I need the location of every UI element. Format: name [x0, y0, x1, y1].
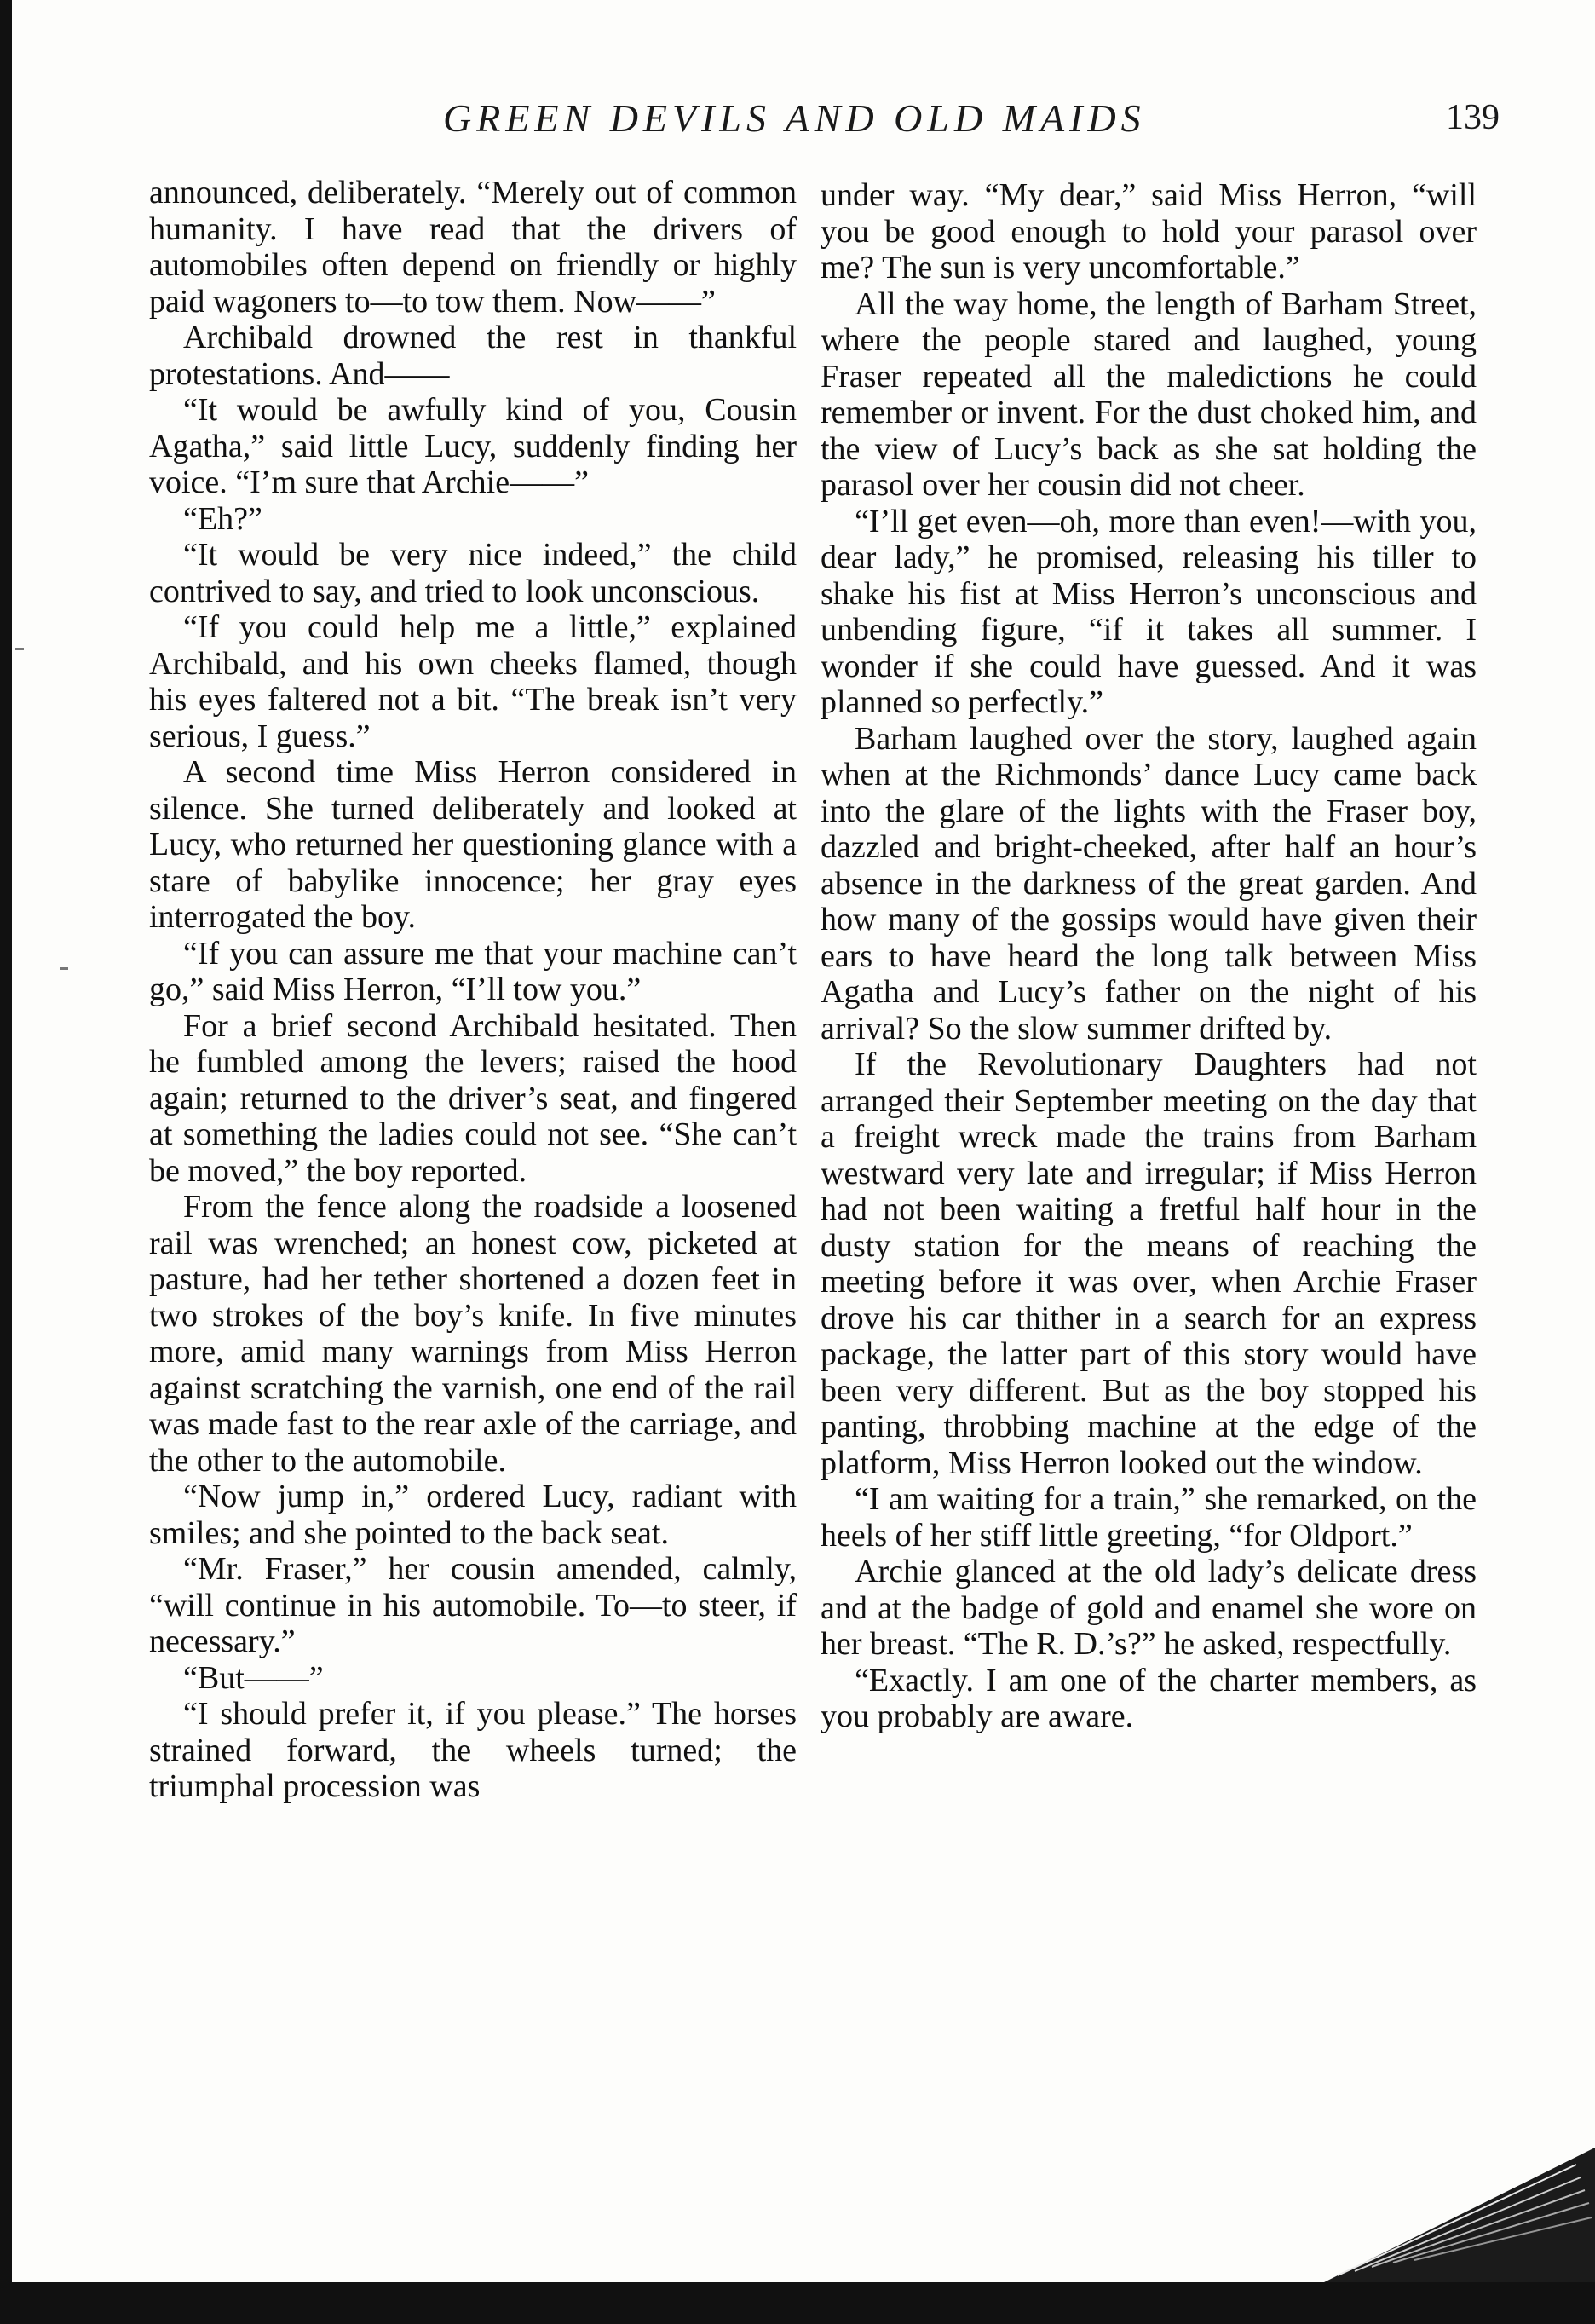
page-header	[153, 95, 1500, 164]
paragraph: “It would be awfully kind of you, Cousin Agatha,” said little Lucy, suddenly finding her voice. “I’m sure that Archie——”	[149, 392, 797, 500]
paragraph: “I am waiting for a train,” she remarked, on the heels of her stiff little greeting, “for Oldport.”	[821, 1481, 1477, 1554]
paragraph: “Exactly. I am one of the charter members, as you probably are aware.	[821, 1662, 1477, 1734]
paragraph: “It would be very nice indeed,” the child contrived to say, and tried to look unconscious.	[149, 537, 797, 609]
right-text-column	[821, 177, 1477, 1735]
paragraph: under way. “My dear,” said Miss Herron, “will you be good enough to hold your parasol over me? The sun is very uncomfortable.”	[821, 177, 1477, 285]
scan-speck	[15, 648, 24, 650]
scan-bottom-shadow	[0, 2282, 1595, 2324]
paragraph: “Mr. Fraser,” her cousin amended, calmly, “will continue in his automobile. To—to steer, if necessary.”	[149, 1551, 797, 1659]
paragraph: “But——”	[183, 1659, 324, 1696]
page-number: 139	[1446, 98, 1500, 137]
page-curl-corner	[1321, 2148, 1595, 2284]
paragraph: “Eh?”	[183, 500, 262, 537]
scan-left-shadow	[0, 0, 12, 2324]
paragraph: A second time Miss Herron considered in silence. She turned deliberately and looked at Lucy, who returned her questioning glance with a stare of babylike innocence; her gray eyes interrogated the boy.	[149, 754, 797, 935]
paragraph: “I should prefer it, if you please.” The horses strained forward, the wheels turned; the triumphal procession was	[149, 1696, 797, 1804]
paragraph: If the Revolutionary Daughters had not arranged their September meeting on the day that a freight wreck made the trains from Barham westward very late and irregular; if Miss Herron had not been waiting a fretful half hour in the dusty station for the means of reaching the meeting before it was over, when Archie Fraser drove his car thither in a search for an express package, the latter part of this story would have been very different. But as the boy stopped his panting, throbbing machine at the edge of the platform, Miss Herron looked out the window.	[821, 1047, 1477, 1481]
paragraph: “If you can assure me that your machine can’t go,” said Miss Herron, “I’ll tow you.”	[149, 935, 797, 1007]
paragraph: From the fence along the roadside a loosened rail was wrenched; an honest cow, picketed at pasture, had her tether shortened a dozen feet in two strokes of the boy’s knife. In five minutes more, amid many warnings from Miss Herron against scratching the varnish, one end of the rail was made fast to the rear axle of the carriage, and the other to the automobile.	[149, 1189, 797, 1479]
paragraph: For a brief second Archibald hesitated. Then he fumbled among the levers; raised the hood again; returned to the driver’s seat, and fingered at something the ladies could not see. “She can’t be moved,” the boy reported.	[149, 1007, 797, 1189]
running-title: GREEN DEVILS AND OLD MAIDS	[443, 96, 1146, 140]
paragraph: Barham laughed over the story, laughed again when at the Richmonds’ dance Lucy came back into the glare of the lights with the Fraser boy, dazzled and bright-cheeked, after half an hour’s absence in the darkness of the great garden. And how many of the gossips would have given their ears to have heard the long talk between Miss Agatha and Lucy’s father on the night of his arrival? So the slow summer drifted by.	[821, 720, 1477, 1047]
paragraph: “If you could help me a little,” explained Archibald, and his own cheeks flamed, though his eyes faltered not a bit. “The break isn’t very serious, I guess.”	[149, 609, 797, 754]
left-text-column	[149, 175, 797, 1805]
paragraph: announced, deliberately. “Merely out of common humanity. I have read that the drivers of automobiles often depend on friendly or highly paid wagoners to—to tow them. Now——”	[149, 175, 797, 320]
paragraph: Archie glanced at the old lady’s delicate dress and at the badge of gold and enamel she wore on her breast. “The R. D.’s?” he asked, respectfully.	[821, 1554, 1477, 1662]
paragraph: All the way home, the length of Barham Street, where the people stared and laughed, young Fraser repeated all the maledictions he could remember or invent. For the dust choked him, and the view of Lucy’s back as she sat holding the parasol over her cousin did not cheer.	[821, 285, 1477, 503]
paragraph: “Now jump in,” ordered Lucy, radiant with smiles; and she pointed to the back seat.	[149, 1479, 797, 1551]
scan-speck	[60, 967, 68, 970]
paragraph: “I’ll get even—oh, more than even!—with you, dear lady,” he promised, releasing his tiller to shake his fist at Miss Herron’s unconscious and unbending figure, “if it takes all summer. I wonder if she could have guessed. And it was planned so perfectly.”	[821, 503, 1477, 720]
paragraph: Archibald drowned the rest in thankful protestations. And——	[149, 320, 797, 392]
